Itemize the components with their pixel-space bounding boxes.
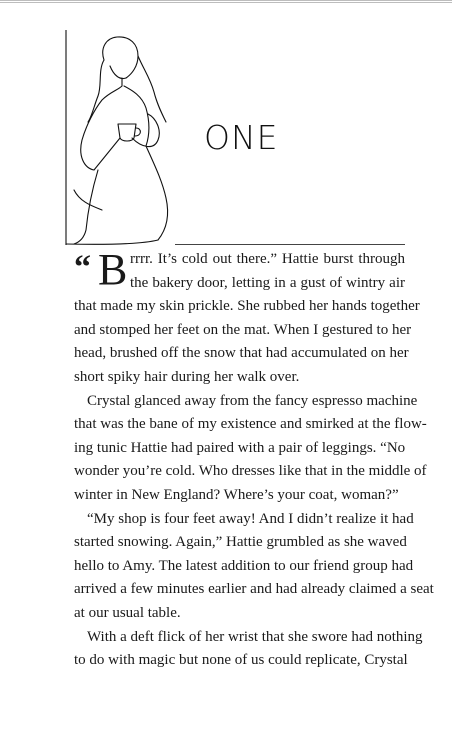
text-line: the bakery door, letting in a gust of wintry air — [130, 274, 405, 291]
woman-with-cup-line-art — [62, 30, 182, 245]
text-line: arrived a few minutes earlier and had already claimed a seat — [74, 581, 434, 598]
page-top-border — [0, 0, 452, 3]
dropcap-letter: B — [98, 245, 128, 294]
chapter-rule — [175, 244, 405, 245]
text-line: that made my skin prickle. She rubbed her hands together — [74, 298, 420, 315]
text-line: short spiky hair during her walk over. — [74, 368, 300, 385]
text-line: at our usual table. — [74, 604, 181, 621]
text-line: rrrr. It’s cold out there.” Hattie burst through — [130, 251, 405, 267]
text-line: that was the bane of my existence and smirked at the flow- — [74, 416, 427, 433]
text-line: winter in New England? Where’s your coat, woman?” — [74, 486, 399, 503]
text-line: “My shop is four feet away! And I didn’t realize it had — [87, 510, 414, 527]
dropcap-quote: “ — [74, 249, 91, 286]
chapter-title: ONE — [204, 118, 279, 157]
text-line: head, brushed off the snow that had accumulated on her — [74, 345, 409, 362]
text-line: hello to Amy. The latest addition to our friend group had — [74, 557, 414, 574]
text-line: wonder you’re cold. Who dresses like that in the middle of — [74, 463, 427, 480]
text-line: to do with magic but none of us could replicate, Crystal — [74, 652, 408, 669]
text-line: ing tunic Hattie had paired with a pair of leggings. “No — [74, 439, 406, 456]
chapter-body — [74, 245, 434, 673]
text-line: With a deft flick of her wrist that she swore had nothing — [87, 628, 423, 645]
text-line: and stomped her feet on the mat. When I gestured to her — [74, 321, 412, 338]
text-line: started snowing. Again,” Hattie grumbled as she waved — [74, 534, 407, 551]
text-line: Crystal glanced away from the fancy espresso machine — [87, 392, 418, 409]
